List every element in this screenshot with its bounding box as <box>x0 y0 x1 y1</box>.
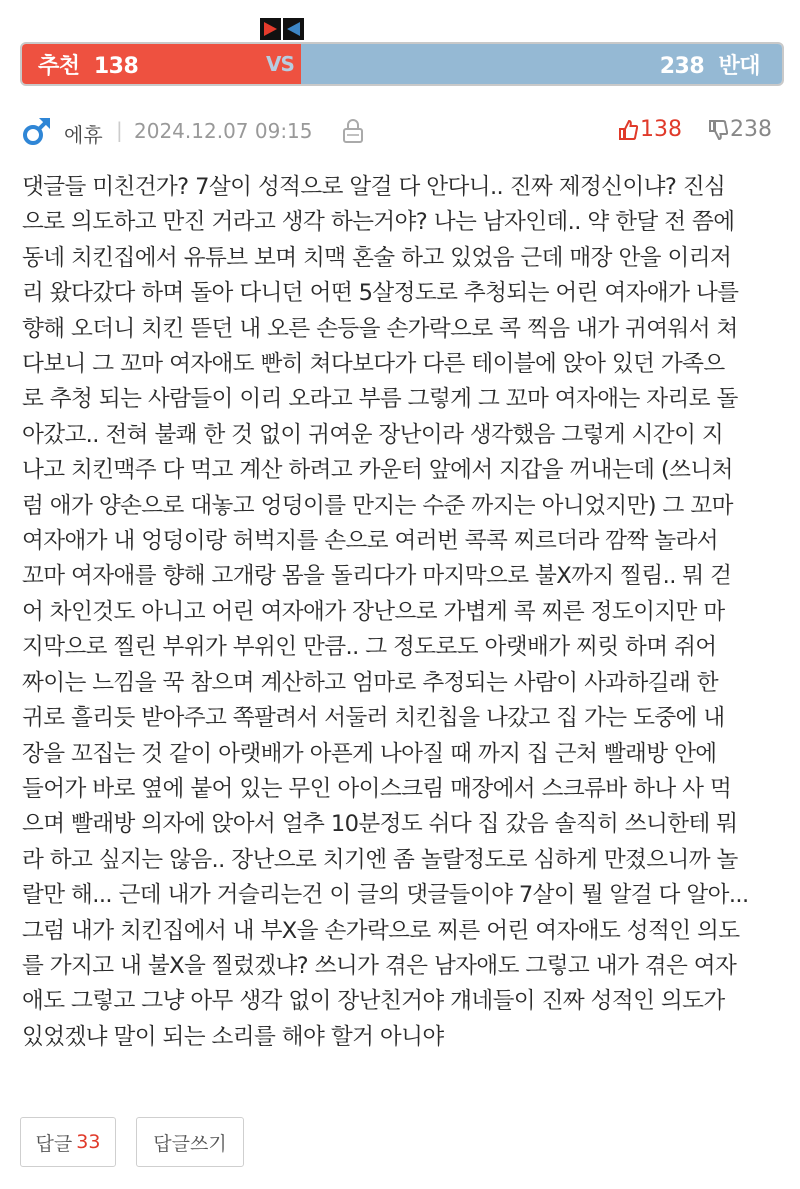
body-text-line: 동네 치킨집에서 유튜브 보며 치맥 혼술 하고 있었음 근데 매장 안을 이리저 <box>22 244 732 271</box>
body-text-line: 애도 그렇고 그냥 아무 생각 없이 장난친거야 걔네들이 진짜 성적인 의도가 <box>22 988 725 1015</box>
post-date: 2024.12.07 09:15 <box>134 119 313 143</box>
body-text-line: 향해 오더니 치킨 뜯던 내 오른 손등을 손가락으로 콕 찍음 내가 귀여워서 쳐 <box>22 315 738 342</box>
male-icon <box>22 116 52 146</box>
post-meta <box>20 114 780 150</box>
divider: | <box>116 118 123 142</box>
body-text-line: 여자애가 내 엉덩이랑 허벅지를 손으로 여러번 콕콕 찌르더라 깜짝 놀라서 <box>22 528 719 555</box>
downvote-segment[interactable] <box>301 44 782 84</box>
body-text-line: 꼬마 여자애를 향해 고개랑 몸을 돌리다가 마지막으로 불X까지 찔림.. 뭐 걷 <box>22 563 732 590</box>
body-text-line: 를 가지고 내 불X을 찔렀겠냐? 쓰니가 겪은 남자애도 그렇고 내가 겪은 여자 <box>22 952 737 979</box>
replies-button[interactable] <box>20 1117 116 1167</box>
body-text-line: 귀로 흘리듯 받아주고 쪽팔려서 서둘러 치킨칩을 나갔고 집 가는 도중에 내 <box>22 705 725 732</box>
upvote-segment[interactable] <box>22 44 301 84</box>
vote-section <box>20 18 784 90</box>
body-text-line: 라 하고 싶지는 않음.. 장난으로 치기엔 좀 놀랄정도로 심하게 만졌으니까 놀 <box>22 846 738 873</box>
vote-bar <box>20 42 784 86</box>
downvote-count: 238 <box>730 117 772 142</box>
lock-icon <box>342 118 364 144</box>
body-text-line: 으로 의도하고 만진 거라고 생각 하는거야? 나는 남자인데.. 약 한달 전 쯤에 <box>22 209 735 236</box>
body-text-line: 댓글들 미친건가? 7살이 성적으로 알걸 다 안다니.. 진짜 제정신이냐? 진심 <box>22 174 726 200</box>
body-text-line: 들어가 바로 옆에 붙어 있는 무인 아이스크림 매장에서 스크류바 하나 사 먹 <box>22 775 732 802</box>
replies-label: 답글 <box>35 1132 73 1155</box>
body-text-line: 있었겠냐 말이 되는 소리를 해야 할거 아니야 <box>22 1023 444 1050</box>
body-text-line: 아갔고.. 전혀 불쾌 한 것 없이 귀여운 장난이라 생각했음 그렇게 시간이 지 <box>22 421 724 448</box>
vs-badge-icon <box>260 18 304 40</box>
body-text-line: 그럼 내가 치킨집에서 내 부X을 손가락으로 찌른 어린 여자애도 성적인 의도 <box>22 917 740 944</box>
body-text-line: 장을 꼬집는 것 같이 아랫배가 아픈게 나아질 때 까지 집 근처 빨래방 안에 <box>22 740 717 767</box>
thumbs-up-icon <box>618 119 638 141</box>
write-reply-label: 답글쓰기 <box>153 1132 227 1155</box>
body-text-line: 나고 치킨맥주 다 먹고 계산 하려고 카운터 앞에서 지갑을 꺼내는데 (쓰니처 <box>22 457 733 484</box>
post-body <box>22 170 782 1055</box>
replies-count: 33 <box>76 1131 101 1153</box>
upvote-count: 138 <box>640 117 682 142</box>
body-text-line: 다보니 그 꼬마 여자애도 빤히 쳐다보다가 다른 테이블에 앉아 있던 가족으 <box>22 351 725 378</box>
body-text-line: 로 추청 되는 사람들이 이리 오라고 부름 그렇게 그 꼬마 여자애는 자리로 돌 <box>22 386 738 413</box>
body-text-line: 랄만 해... 근데 내가 거슬리는건 이 글의 댓글들이야 7살이 뭘 알걸 다 알아... <box>22 882 749 909</box>
body-text-line: 어 차인것도 아니고 어린 여자애가 장난으로 가볍게 콕 찌른 정도이지만 마 <box>22 598 725 625</box>
author-name[interactable]: 에휴 <box>64 123 103 147</box>
vs-label: VS <box>266 52 294 76</box>
downvote-label: 238 반대 <box>659 53 760 79</box>
body-text-line: 으며 빨래방 의자에 앉아서 얼추 10분정도 쉬다 집 갔음 솔직히 쓰니한테 뭐 <box>22 811 738 838</box>
upvote-label: 추천 138 <box>38 53 139 79</box>
write-reply-button[interactable] <box>136 1117 244 1167</box>
body-text-line: 럼 애가 양손으로 대놓고 엉덩이를 만지는 수준 까지는 아니었지만) 그 꼬마 <box>22 492 733 519</box>
upvote-counter[interactable] <box>618 117 682 142</box>
thumbs-down-icon <box>708 119 728 141</box>
downvote-counter[interactable] <box>708 117 772 142</box>
body-text-line: 리 왔다갔다 하며 돌아 다니던 어떤 5살정도로 추청되는 어린 여자애가 나를 <box>22 280 739 307</box>
body-text-line: 짜이는 느낌을 꾹 참으며 계산하고 엄마로 추정되는 사람이 사과하길래 한 <box>22 669 719 696</box>
body-text-line: 지막으로 찔린 부위가 부위인 만큼.. 그 정도로도 아랫배가 찌릿 하며 쥐어 <box>22 634 717 661</box>
